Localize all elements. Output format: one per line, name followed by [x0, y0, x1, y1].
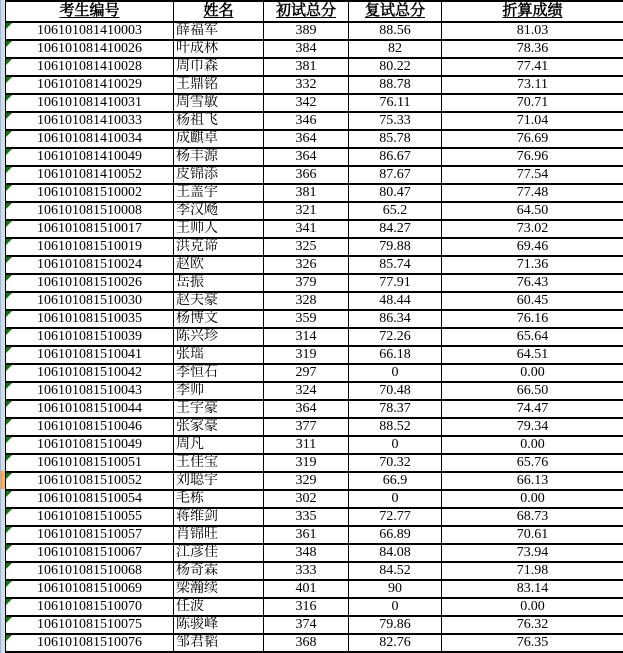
candidate-id-cell[interactable]: 106101081410049 — [6, 148, 174, 166]
table-row — [6, 238, 623, 256]
converted-score-cell[interactable]: 70.61 — [442, 526, 623, 544]
table-row — [6, 202, 623, 220]
initial-total-score-cell[interactable]: 335 — [264, 508, 349, 526]
converted-score-cell[interactable]: 65.76 — [442, 454, 623, 472]
name-cell[interactable]: 杨祖飞 — [174, 112, 264, 130]
converted-score-cell[interactable]: 73.11 — [442, 76, 623, 94]
name-cell[interactable]: 刘聪宇 — [174, 472, 264, 490]
stored-as-text-indicator-icon — [6, 167, 12, 173]
stored-as-text-indicator-icon — [6, 545, 12, 551]
retest-total-score-cell[interactable]: 0 — [349, 436, 442, 454]
table-row — [6, 418, 623, 436]
table-row — [6, 130, 623, 148]
stored-as-text-indicator-icon — [6, 113, 12, 119]
initial-total-score-cell[interactable]: 384 — [264, 40, 349, 58]
candidate-id-cell[interactable]: 106101081510051 — [6, 454, 174, 472]
stored-as-text-indicator-icon — [6, 527, 12, 533]
initial-total-score-cell[interactable]: 324 — [264, 382, 349, 400]
converted-score-cell[interactable]: 68.73 — [442, 508, 623, 526]
converted-score-cell[interactable]: 73.94 — [442, 544, 623, 562]
candidate-id-cell[interactable]: 106101081410026 — [6, 40, 174, 58]
converted-score-cell[interactable]: 0.00 — [442, 436, 623, 454]
retest-total-score-cell[interactable]: 88.52 — [349, 418, 442, 436]
name-cell[interactable]: 邹君韬 — [174, 634, 264, 652]
candidate-id-cell[interactable]: 106101081510030 — [6, 292, 174, 310]
table-row — [6, 562, 623, 580]
table-row — [6, 94, 623, 112]
table-body — [6, 22, 623, 653]
candidate-id-cell[interactable]: 106101081510069 — [6, 580, 174, 598]
candidate-id-cell[interactable]: 106101081510068 — [6, 562, 174, 580]
name-cell[interactable]: 李帅 — [174, 382, 264, 400]
converted-score-cell[interactable]: 0.00 — [442, 364, 623, 382]
candidate-id-cell[interactable]: 106101081510041 — [6, 346, 174, 364]
stored-as-text-indicator-icon — [6, 383, 12, 389]
name-cell[interactable]: 王宇豪 — [174, 400, 264, 418]
table-row — [6, 328, 623, 346]
table-row — [6, 508, 623, 526]
converted-score-cell[interactable]: 66.13 — [442, 472, 623, 490]
table-row — [6, 220, 623, 238]
table-row — [6, 184, 623, 202]
table-row — [6, 112, 623, 130]
initial-total-score-cell[interactable]: 311 — [264, 436, 349, 454]
candidate-id-cell[interactable]: 106101081510052 — [6, 472, 174, 490]
initial-total-score-cell[interactable]: 319 — [264, 454, 349, 472]
name-cell[interactable]: 周巾森 — [174, 58, 264, 76]
candidate-id-cell[interactable]: 106101081510070 — [6, 598, 174, 616]
candidate-id-cell[interactable]: 106101081410029 — [6, 76, 174, 94]
table-row — [6, 634, 623, 652]
initial-total-score-cell[interactable]: 377 — [264, 418, 349, 436]
converted-score-cell[interactable]: 65.64 — [442, 328, 623, 346]
name-cell[interactable]: 王佳宝 — [174, 454, 264, 472]
initial-total-score-cell[interactable]: 342 — [264, 94, 349, 112]
table-row — [6, 166, 623, 184]
name-cell[interactable]: 成麒卓 — [174, 130, 264, 148]
initial-total-score-cell[interactable]: 361 — [264, 526, 349, 544]
initial-total-score-cell[interactable]: 381 — [264, 184, 349, 202]
table-row — [6, 382, 623, 400]
converted-score-cell[interactable]: 64.51 — [442, 346, 623, 364]
stored-as-text-indicator-icon — [6, 473, 12, 479]
stored-as-text-indicator-icon — [6, 131, 12, 137]
table-row — [6, 274, 623, 292]
retest-total-score-cell[interactable]: 85.74 — [349, 256, 442, 274]
retest-total-score-cell[interactable]: 79.86 — [349, 616, 442, 634]
candidate-id-cell[interactable]: 106101081510008 — [6, 202, 174, 220]
table-row — [6, 490, 623, 508]
table-row — [6, 598, 623, 616]
candidate-id-cell[interactable]: 106101081410033 — [6, 112, 174, 130]
header-name[interactable]: 姓名 — [174, 1, 264, 22]
name-cell[interactable]: 皮锦添 — [174, 166, 264, 184]
initial-total-score-cell[interactable]: 333 — [264, 562, 349, 580]
table-row — [6, 256, 623, 274]
stored-as-text-indicator-icon — [6, 599, 12, 605]
retest-total-score-cell[interactable]: 66.18 — [349, 346, 442, 364]
candidate-id-cell[interactable]: 106101081410052 — [6, 166, 174, 184]
stored-as-text-indicator-icon — [6, 455, 12, 461]
header-initial-score[interactable]: 初试总分 — [264, 1, 349, 22]
stored-as-text-indicator-icon — [6, 401, 12, 407]
table-row — [6, 364, 623, 382]
stored-as-text-indicator-icon — [6, 239, 12, 245]
candidate-id-cell[interactable]: 106101081410028 — [6, 58, 174, 76]
initial-total-score-cell[interactable]: 321 — [264, 202, 349, 220]
retest-total-score-cell[interactable]: 0 — [349, 598, 442, 616]
initial-total-score-cell[interactable]: 325 — [264, 238, 349, 256]
candidate-id-cell[interactable]: 106101081510044 — [6, 400, 174, 418]
converted-score-cell[interactable]: 79.34 — [442, 418, 623, 436]
name-cell[interactable]: 李恒石 — [174, 364, 264, 382]
name-cell[interactable]: 周凡 — [174, 436, 264, 454]
retest-total-score-cell[interactable]: 0 — [349, 490, 442, 508]
candidate-id-cell[interactable]: 106101081510026 — [6, 274, 174, 292]
stored-as-text-indicator-icon — [6, 149, 12, 155]
name-cell[interactable]: 陈骏峰 — [174, 616, 264, 634]
initial-total-score-cell[interactable]: 364 — [264, 148, 349, 166]
table-row — [6, 22, 623, 40]
initial-total-score-cell[interactable]: 328 — [264, 292, 349, 310]
initial-total-score-cell[interactable]: 348 — [264, 544, 349, 562]
retest-total-score-cell[interactable]: 82 — [349, 40, 442, 58]
converted-score-cell[interactable]: 0.00 — [442, 598, 623, 616]
initial-total-score-cell[interactable]: 374 — [264, 616, 349, 634]
retest-total-score-cell[interactable]: 66.9 — [349, 472, 442, 490]
candidate-id-cell[interactable]: 106101081510042 — [6, 364, 174, 382]
table-row — [6, 76, 623, 94]
name-cell[interactable]: 杨奇霖 — [174, 562, 264, 580]
name-cell[interactable]: 薛福军 — [174, 22, 264, 40]
stored-as-text-indicator-icon — [6, 293, 12, 299]
retest-total-score-cell[interactable]: 66.89 — [349, 526, 442, 544]
initial-total-score-cell[interactable]: 332 — [264, 76, 349, 94]
retest-total-score-cell[interactable]: 87.67 — [349, 166, 442, 184]
table-row — [6, 148, 623, 166]
retest-total-score-cell[interactable]: 80.22 — [349, 58, 442, 76]
retest-total-score-cell[interactable]: 88.56 — [349, 22, 442, 40]
table-row — [6, 436, 623, 454]
converted-score-cell[interactable]: 83.14 — [442, 580, 623, 598]
table-row — [6, 616, 623, 634]
candidate-id-cell[interactable]: 106101081510049 — [6, 436, 174, 454]
initial-total-score-cell[interactable]: 359 — [264, 310, 349, 328]
retest-total-score-cell[interactable]: 84.08 — [349, 544, 442, 562]
initial-total-score-cell[interactable]: 341 — [264, 220, 349, 238]
table-row — [6, 40, 623, 58]
candidate-score-table — [5, 0, 623, 653]
initial-total-score-cell[interactable]: 368 — [264, 634, 349, 652]
converted-score-cell[interactable]: 81.03 — [442, 22, 623, 40]
header-candidate-id[interactable]: 考生编号 — [6, 1, 174, 22]
table-row — [6, 400, 623, 418]
name-cell[interactable]: 洪克谛 — [174, 238, 264, 256]
retest-total-score-cell[interactable]: 84.27 — [349, 220, 442, 238]
converted-score-cell[interactable]: 71.04 — [442, 112, 623, 130]
retest-total-score-cell[interactable]: 88.78 — [349, 76, 442, 94]
name-cell[interactable]: 张瑶 — [174, 346, 264, 364]
name-cell[interactable]: 王鼎铭 — [174, 76, 264, 94]
converted-score-cell[interactable]: 76.32 — [442, 616, 623, 634]
retest-total-score-cell[interactable]: 75.33 — [349, 112, 442, 130]
stored-as-text-indicator-icon — [6, 419, 12, 425]
initial-total-score-cell[interactable]: 379 — [264, 274, 349, 292]
candidate-id-cell[interactable]: 106101081510019 — [6, 238, 174, 256]
retest-total-score-cell[interactable]: 48.44 — [349, 292, 442, 310]
stored-as-text-indicator-icon — [6, 275, 12, 281]
retest-total-score-cell[interactable]: 72.77 — [349, 508, 442, 526]
candidate-id-cell[interactable]: 106101081510002 — [6, 184, 174, 202]
retest-total-score-cell[interactable]: 82.76 — [349, 634, 442, 652]
name-cell[interactable]: 赵夫豪 — [174, 292, 264, 310]
name-cell[interactable]: 李汉飏 — [174, 202, 264, 220]
name-cell[interactable]: 江彦佳 — [174, 544, 264, 562]
stored-as-text-indicator-icon — [6, 581, 12, 587]
name-cell[interactable]: 岳振 — [174, 274, 264, 292]
name-cell[interactable]: 周雪敏 — [174, 94, 264, 112]
table-row — [6, 472, 623, 490]
stored-as-text-indicator-icon — [6, 563, 12, 569]
stored-as-text-indicator-icon — [6, 437, 12, 443]
retest-total-score-cell[interactable]: 70.32 — [349, 454, 442, 472]
converted-score-cell[interactable]: 71.36 — [442, 256, 623, 274]
retest-total-score-cell[interactable]: 84.52 — [349, 562, 442, 580]
retest-total-score-cell[interactable]: 78.37 — [349, 400, 442, 418]
candidate-id-cell[interactable]: 106101081510075 — [6, 616, 174, 634]
converted-score-cell[interactable]: 76.43 — [442, 274, 623, 292]
candidate-id-cell[interactable]: 106101081510046 — [6, 418, 174, 436]
converted-score-cell[interactable]: 77.41 — [442, 58, 623, 76]
candidate-id-cell[interactable]: 106101081510057 — [6, 526, 174, 544]
candidate-id-cell[interactable]: 106101081510035 — [6, 310, 174, 328]
initial-total-score-cell[interactable]: 381 — [264, 58, 349, 76]
header-row — [6, 1, 623, 22]
stored-as-text-indicator-icon — [6, 41, 12, 47]
candidate-id-cell[interactable]: 106101081510055 — [6, 508, 174, 526]
initial-total-score-cell[interactable]: 302 — [264, 490, 349, 508]
candidate-id-cell[interactable]: 106101081510043 — [6, 382, 174, 400]
retest-total-score-cell[interactable]: 90 — [349, 580, 442, 598]
converted-score-cell[interactable]: 64.50 — [442, 202, 623, 220]
table-row — [6, 58, 623, 76]
stored-as-text-indicator-icon — [6, 365, 12, 371]
initial-total-score-cell[interactable]: 329 — [264, 472, 349, 490]
retest-total-score-cell[interactable]: 70.48 — [349, 382, 442, 400]
table-row — [6, 292, 623, 310]
name-cell[interactable]: 蒋维剑 — [174, 508, 264, 526]
stored-as-text-indicator-icon — [6, 257, 12, 263]
candidate-id-cell[interactable]: 106101081510054 — [6, 490, 174, 508]
retest-total-score-cell[interactable]: 77.91 — [349, 274, 442, 292]
stored-as-text-indicator-icon — [6, 23, 12, 29]
name-cell[interactable]: 王盖宇 — [174, 184, 264, 202]
candidate-id-cell[interactable]: 106101081510076 — [6, 634, 174, 652]
table-row — [6, 544, 623, 562]
initial-total-score-cell[interactable]: 364 — [264, 130, 349, 148]
converted-score-cell[interactable]: 78.36 — [442, 40, 623, 58]
name-cell[interactable]: 赵欧 — [174, 256, 264, 274]
header-converted-score[interactable]: 折算成绩 — [442, 1, 623, 22]
stored-as-text-indicator-icon — [6, 329, 12, 335]
candidate-id-cell[interactable]: 106101081510017 — [6, 220, 174, 238]
name-cell[interactable]: 张家豪 — [174, 418, 264, 436]
retest-total-score-cell[interactable]: 85.78 — [349, 130, 442, 148]
table-row — [6, 580, 623, 598]
table-row — [6, 526, 623, 544]
name-cell[interactable]: 肖锦旺 — [174, 526, 264, 544]
converted-score-cell[interactable]: 76.35 — [442, 634, 623, 652]
retest-total-score-cell[interactable]: 65.2 — [349, 202, 442, 220]
initial-total-score-cell[interactable]: 297 — [264, 364, 349, 382]
retest-total-score-cell[interactable]: 72.26 — [349, 328, 442, 346]
stored-as-text-indicator-icon — [6, 59, 12, 65]
retest-total-score-cell[interactable]: 79.88 — [349, 238, 442, 256]
table-row — [6, 310, 623, 328]
retest-total-score-cell[interactable]: 86.34 — [349, 310, 442, 328]
stored-as-text-indicator-icon — [6, 509, 12, 515]
retest-total-score-cell[interactable]: 86.67 — [349, 148, 442, 166]
candidate-id-cell[interactable]: 106101081410034 — [6, 130, 174, 148]
converted-score-cell[interactable]: 77.48 — [442, 184, 623, 202]
initial-total-score-cell[interactable]: 316 — [264, 598, 349, 616]
initial-total-score-cell[interactable]: 364 — [264, 400, 349, 418]
candidate-id-cell[interactable]: 106101081510067 — [6, 544, 174, 562]
name-cell[interactable]: 毛栋 — [174, 490, 264, 508]
converted-score-cell[interactable]: 76.16 — [442, 310, 623, 328]
initial-total-score-cell[interactable]: 319 — [264, 346, 349, 364]
converted-score-cell[interactable]: 70.71 — [442, 94, 623, 112]
candidate-id-cell[interactable]: 106101081410031 — [6, 94, 174, 112]
stored-as-text-indicator-icon — [6, 77, 12, 83]
converted-score-cell[interactable]: 77.54 — [442, 166, 623, 184]
table-row — [6, 454, 623, 472]
retest-total-score-cell[interactable]: 80.47 — [349, 184, 442, 202]
converted-score-cell[interactable]: 71.98 — [442, 562, 623, 580]
initial-total-score-cell[interactable]: 389 — [264, 22, 349, 40]
converted-score-cell[interactable]: 73.02 — [442, 220, 623, 238]
converted-score-cell[interactable]: 66.50 — [442, 382, 623, 400]
stored-as-text-indicator-icon — [6, 185, 12, 191]
header-retest-score[interactable]: 复试总分 — [349, 1, 442, 22]
stored-as-text-indicator-icon — [6, 347, 12, 353]
initial-total-score-cell[interactable]: 401 — [264, 580, 349, 598]
name-cell[interactable]: 杨博文 — [174, 310, 264, 328]
name-cell[interactable]: 任波 — [174, 598, 264, 616]
converted-score-cell[interactable]: 69.46 — [442, 238, 623, 256]
converted-score-cell[interactable]: 74.47 — [442, 400, 623, 418]
stored-as-text-indicator-icon — [6, 635, 12, 641]
name-cell[interactable]: 王帅人 — [174, 220, 264, 238]
retest-total-score-cell[interactable]: 0 — [349, 364, 442, 382]
initial-total-score-cell[interactable]: 346 — [264, 112, 349, 130]
initial-total-score-cell[interactable]: 314 — [264, 328, 349, 346]
candidate-id-cell[interactable]: 106101081510024 — [6, 256, 174, 274]
name-cell[interactable]: 梁瀚续 — [174, 580, 264, 598]
stored-as-text-indicator-icon — [6, 491, 12, 497]
stored-as-text-indicator-icon — [6, 617, 12, 623]
converted-score-cell[interactable]: 0.00 — [442, 490, 623, 508]
name-cell[interactable]: 陈兴珍 — [174, 328, 264, 346]
converted-score-cell[interactable]: 76.69 — [442, 130, 623, 148]
converted-score-cell[interactable]: 76.96 — [442, 148, 623, 166]
table-row — [6, 346, 623, 364]
initial-total-score-cell[interactable]: 326 — [264, 256, 349, 274]
stored-as-text-indicator-icon — [6, 95, 12, 101]
stored-as-text-indicator-icon — [6, 311, 12, 317]
initial-total-score-cell[interactable]: 366 — [264, 166, 349, 184]
name-cell[interactable]: 叶成林 — [174, 40, 264, 58]
candidate-id-cell[interactable]: 106101081410003 — [6, 22, 174, 40]
candidate-id-cell[interactable]: 106101081510039 — [6, 328, 174, 346]
name-cell[interactable]: 杨丰源 — [174, 148, 264, 166]
stored-as-text-indicator-icon — [6, 203, 12, 209]
converted-score-cell[interactable]: 60.45 — [442, 292, 623, 310]
stored-as-text-indicator-icon — [6, 221, 12, 227]
retest-total-score-cell[interactable]: 76.11 — [349, 94, 442, 112]
